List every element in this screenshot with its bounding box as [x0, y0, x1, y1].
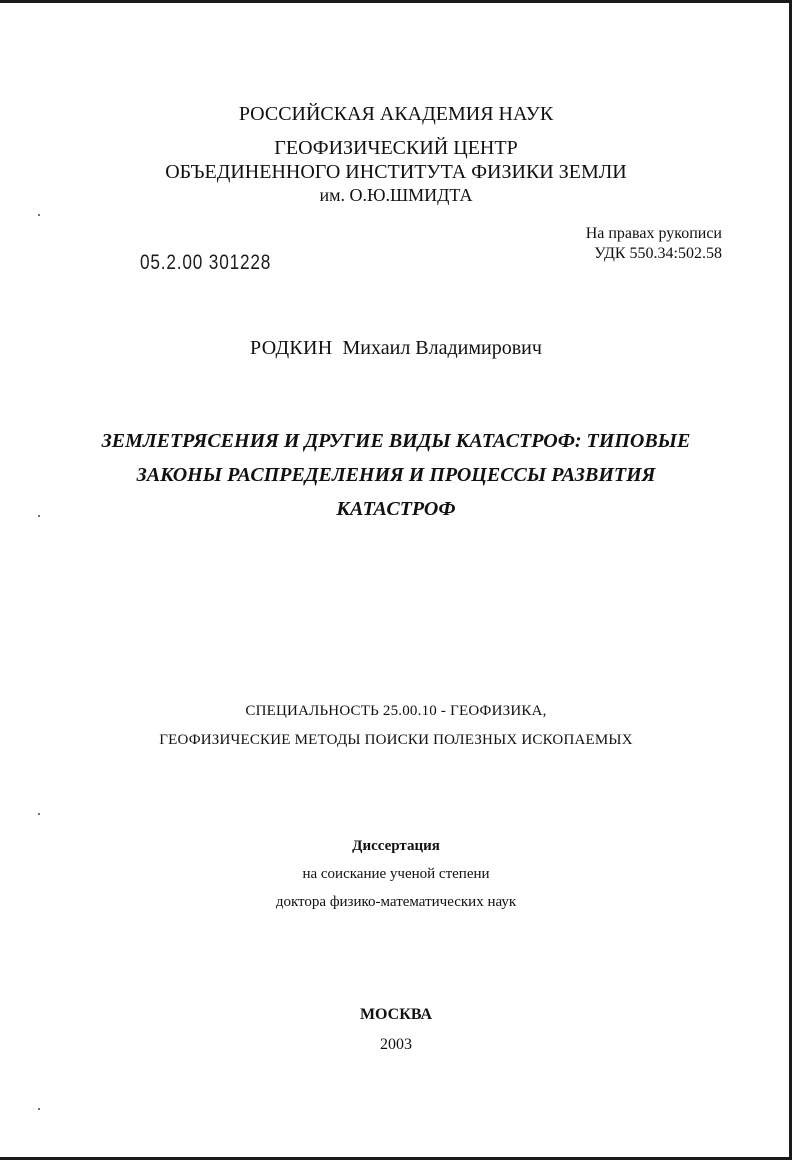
author-given-names: Михаил Владимирович: [342, 337, 542, 359]
library-stamp-number: 05.2.00 301228: [140, 251, 272, 274]
manuscript-rights-block: [586, 224, 722, 264]
title-line1: ЗЕМЛЕТРЯСЕНИЯ И ДРУГИЕ ВИДЫ КАТАСТРОФ: ТИПОВЫЕ: [101, 430, 691, 452]
dissertation-heading: Диссертация: [352, 838, 440, 854]
scan-speck: [38, 1108, 40, 1110]
city: МОСКВА: [359, 1006, 433, 1023]
specialty-line1: СПЕЦИАЛЬНОСТЬ 25.00.10 - ГЕОФИЗИКА,: [245, 703, 547, 719]
center-name-line1: ГЕОФИЗИЧЕСКИЙ ЦЕНТР: [274, 137, 518, 159]
center-name-line3: им. О.Ю.ШМИДТА: [319, 185, 473, 205]
center-name-line2: ОБЪЕДИНЕННОГО ИНСТИТУТА ФИЗИКИ ЗЕМЛИ: [165, 161, 627, 183]
author-surname: РОДКИН: [250, 337, 333, 359]
specialty-line2: ГЕОФИЗИЧЕСКИЕ МЕТОДЫ ПОИСКИ ПОЛЕЗНЫХ ИСКОПАЕМЫХ: [159, 732, 633, 748]
title-line3: КАТАСТРОФ: [336, 498, 456, 520]
author-name: [0, 337, 792, 360]
dissertation-title: [0, 424, 792, 526]
degree-line2: доктора физико-математических наук: [275, 894, 517, 910]
scan-speck: [38, 214, 40, 216]
year: 2003: [380, 1036, 412, 1053]
manuscript-rights-label: На правах рукописи: [585, 225, 722, 242]
degree-line1: на соискание ученой степени: [302, 866, 490, 882]
scan-border-top: [0, 0, 792, 3]
title-line2: ЗАКОНЫ РАСПРЕДЕЛЕНИЯ И ПРОЦЕССЫ РАЗВИТИЯ: [136, 464, 656, 486]
specialty-block: [0, 697, 792, 755]
scan-speck: [38, 813, 40, 815]
udc-code: УДК 550.34:502.58: [594, 245, 722, 262]
academy-name: РОССИЙСКАЯ АКАДЕМИЯ НАУК: [238, 103, 554, 125]
